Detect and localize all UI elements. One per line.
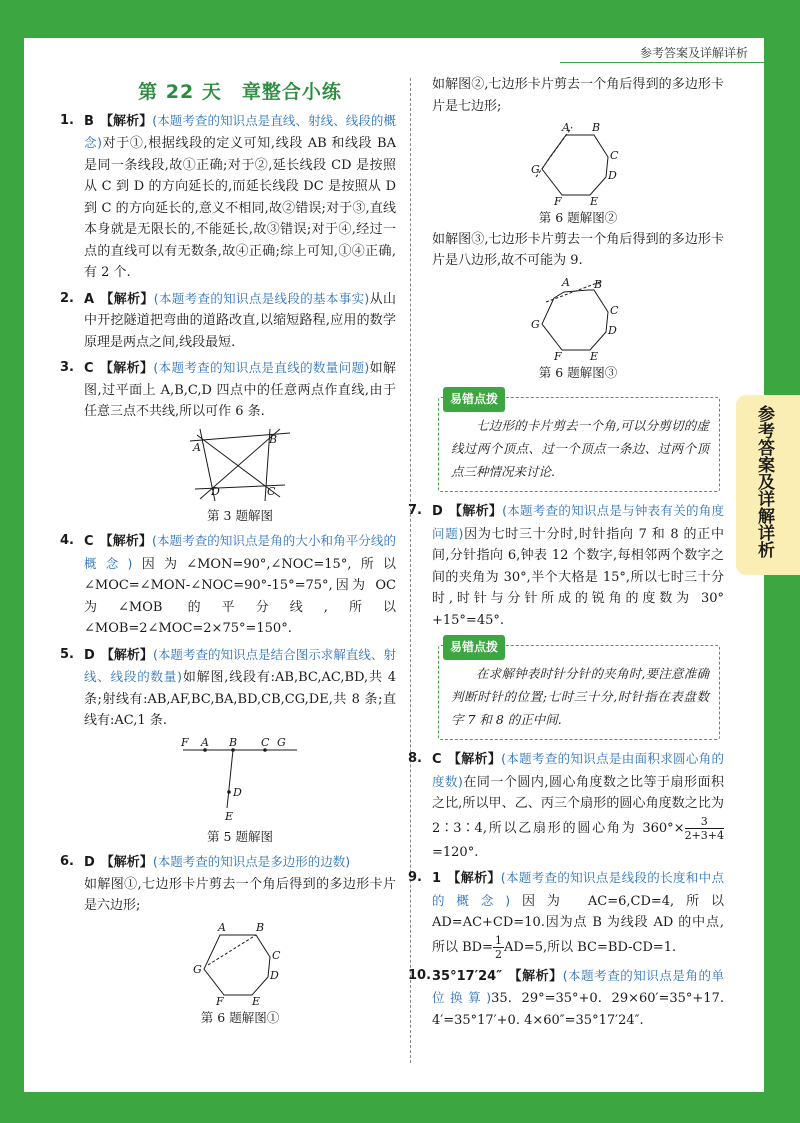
label-d: D (211, 484, 220, 498)
question-4 (60, 530, 396, 640)
question-10 (408, 965, 724, 1032)
question-9 (408, 867, 724, 961)
explanation: 对于①,根据线段的定义可知,线段 AB 和线段 BA 是同一条线段,故①正确;对于②,延长线段 CD 是按照从 C 到 D 的方向延长的,而延长线段 DC 是按照从 D 到 C 的方向延长的,意义不相同,故②错误;对于③,直线本身就是无限长的,不能延长,故③错误;对于④,经过一点的直线可以有无数条,故④正确;综上可知,①④正确,有 2 个. (84, 136, 396, 280)
label-a: A (562, 121, 570, 134)
tip-tag: 易错点拨 (443, 387, 505, 412)
question-number: 9. (408, 870, 422, 885)
explanation-part-2: 如解图②,七边形卡片剪去一个角后得到的多边形卡片是七边形; (432, 77, 724, 114)
question-5 (60, 644, 396, 848)
fraction (493, 934, 504, 961)
analysis-tag: 【解析】 (447, 752, 502, 767)
answer: D (84, 855, 95, 870)
answer: C (84, 361, 94, 376)
figure-caption: 第 6 题解图② (538, 210, 618, 225)
analysis-tag: 【解析】 (447, 871, 501, 886)
analysis-tag: 【解析】 (100, 291, 154, 307)
label-d: D (608, 323, 617, 337)
label-b: B (269, 432, 278, 446)
question-6-continued (432, 74, 724, 383)
knowledge-point: (本题考查的知识点是直线的数量问题) (153, 360, 370, 375)
label-e: E (252, 994, 261, 1005)
label-b: B (592, 121, 601, 134)
explanation: 从山中开挖隧道把弯曲的道路改直,以缩短路程,应用的数学原理是两点之间,线段最短. (84, 291, 396, 350)
question-number: 3. (60, 360, 74, 375)
question-number: 2. (60, 290, 74, 306)
analysis-tag: 【解析】 (99, 534, 152, 549)
tip-text: 在求解钟表时针分针的夹角时,要注意准确判断时针的位置;七时三十分,时针指在表盘数字 7 和 8 的正中间. (451, 666, 709, 727)
answer: 1 (432, 871, 442, 886)
figure-q3 (84, 427, 396, 503)
analysis-tag: 【解析】 (100, 855, 153, 870)
question-number: 6. (60, 854, 74, 869)
right-column (408, 74, 724, 1035)
four-points-diagram (185, 427, 295, 503)
question-2 (60, 288, 396, 354)
label-c: C (261, 735, 270, 749)
label-a: A (193, 440, 201, 454)
label-c: C (272, 948, 281, 962)
question-number: 5. (60, 646, 74, 662)
label-f: F (554, 195, 562, 205)
tip-tag: 易错点拨 (443, 635, 505, 660)
fraction-denominator: 2+3+4 (684, 828, 724, 842)
fraction (685, 815, 724, 842)
explanation-end: AD=5,所以 BC=BD-CD=1. (504, 939, 677, 955)
label-e: E (225, 809, 234, 823)
explanation: 因为∠MON=90°,∠NOC=15°,所以∠MOC=∠MON-∠NOC=90°-15°=75°,因为 OC 为∠MOB 的平分线,所以∠MOB=2∠MOC=2×75°=150°. (84, 556, 396, 636)
knowledge-point: (本题考查的知识点是与钟表有关的角度问题) (432, 503, 724, 541)
figure-caption: 第 5 题解图 (207, 828, 273, 844)
answer: C (432, 752, 442, 767)
answer: 35°17′24″ (432, 968, 503, 984)
knowledge-point: (本题考查的知识点是角的大小和角平分线的概念) (84, 533, 396, 571)
tip-box-2 (438, 640, 720, 740)
label-d: D (270, 968, 279, 982)
question-number: 7. (408, 503, 422, 518)
label-a: A (201, 735, 209, 749)
question-8 (408, 748, 724, 863)
explanation: 在同一个圆内,圆心角度数之比等于扇形面积之比,所以甲、乙、丙三个扇形的圆心角度数之比为 2∶3∶4,所以乙扇形的圆心角为 360°× (432, 774, 724, 836)
label-a: A (218, 920, 226, 934)
answer: B (84, 113, 94, 129)
figure-q6-1 (84, 921, 396, 1005)
label-f: F (216, 994, 224, 1005)
header-title: 参考答案及详解详析 (639, 46, 748, 60)
question-number: 1. (60, 112, 74, 128)
figure-caption: 第 3 题解图 (207, 507, 273, 523)
answer: D (432, 504, 443, 519)
figure-q6-2 (432, 121, 724, 205)
explanation: 如解图,线段有:AB,BC,AC,BD,共 4 条;射线有:AB,AF,BC,BA,BD,CB,CG,DE,共 8 条;直线有:AC,1 条. (84, 670, 396, 728)
fraction-denominator: 2 (495, 947, 503, 961)
explanation: 因为七时三十分时,时针指向 7 和 8 的正中间,分针指向 6,钟表 12 个数字,每相邻两个数字之间的夹角为 30°,半个大格是 15°,所以七时三十分时,时针与分针所成的锐角的度数为 30°+15°=45°. (432, 526, 724, 628)
heptagon-cut-diagram-2 (528, 121, 628, 205)
knowledge-point: (本题考查的知识点是由面积求圆心角的度数) (432, 751, 724, 789)
page-title: 第 22 天 章整合小练 (138, 81, 342, 103)
explanation-end: =120°. (432, 844, 479, 860)
label-g: G (531, 163, 540, 176)
analysis-tag: 【解析】 (100, 647, 153, 663)
label-a: A (562, 275, 570, 289)
question-number: 10. (408, 967, 432, 983)
figure-caption: 第 6 题解图③ (538, 364, 618, 380)
question-6 (60, 851, 396, 1028)
heptagon-cut-diagram-3 (528, 276, 628, 360)
label-b: B (229, 735, 238, 749)
tip-box-1 (438, 392, 720, 492)
knowledge-point: (本题考查的知识点是线段的长度和中点的概念) (432, 870, 724, 908)
figure-q6-3 (432, 276, 724, 360)
label-f: F (554, 349, 562, 360)
question-7 (408, 500, 724, 631)
label-d: D (608, 169, 617, 182)
heptagon-cut-diagram-1 (190, 921, 290, 1005)
label-f: F (181, 735, 189, 749)
knowledge-point: (本题考查的知识点是角的单位换算) (432, 967, 724, 1005)
label-c: C (610, 303, 619, 317)
question-3 (60, 357, 396, 526)
knowledge-point: (本题考查的知识点是多边形的边数) (152, 854, 351, 869)
label-e: E (590, 349, 599, 360)
fraction-numerator: 1 (495, 933, 503, 947)
figure-q5 (84, 736, 396, 824)
header-rule (560, 62, 764, 63)
explanation: 如解图,过平面上 A,B,C,D 四点中的任意两点作直线,由于任意三点不共线,所以可作 6 条. (84, 361, 396, 419)
label-c: C (267, 484, 276, 498)
knowledge-point: (本题考查的知识点是直线、射线、线段的概念) (84, 112, 396, 150)
question-1 (60, 110, 396, 284)
label-d: D (233, 785, 242, 799)
knowledge-point: (本题考查的知识点是结合图示求解直线、射线、线段的数量) (84, 646, 396, 684)
explanation: 35. 29°=35°+0. 29×60′=35°+17. 4′=35°17′+0. 4×60″=35°17′24″. (432, 991, 724, 1028)
label-g: G (193, 962, 202, 976)
answer: D (84, 647, 95, 663)
analysis-tag: 【解析】 (448, 504, 503, 519)
explanation-part-1: 如解图①,七边形卡片剪去一个角后得到的多边形卡片是六边形; (84, 876, 396, 913)
side-tab-label: 参考答案及详解详析 (754, 405, 774, 558)
explanation-part-3: 如解图③,七边形卡片剪去一个角后得到的多边形卡片是八边形,故不可能为 9. (432, 231, 724, 268)
label-c: C (610, 149, 619, 162)
answer: A (84, 291, 95, 307)
label-b: B (256, 920, 265, 934)
knowledge-point: (本题考查的知识点是线段的基本事实) (153, 290, 370, 306)
analysis-tag: 【解析】 (508, 968, 563, 984)
fraction-numerator: 3 (685, 815, 724, 829)
tip-text: 七边形的卡片剪去一个角,可以分剪切的虚线过两个顶点、过一个顶点一条边、过两个顶点三种情况来讨论. (451, 418, 709, 479)
figure-caption: 第 6 题解图① (200, 1009, 280, 1025)
line-ray-diagram (175, 736, 305, 824)
question-number: 4. (60, 533, 74, 548)
label-e: E (590, 195, 599, 205)
question-number: 8. (408, 751, 422, 766)
analysis-tag: 【解析】 (99, 361, 154, 376)
answer: C (84, 534, 94, 549)
analysis-tag: 【解析】 (99, 113, 153, 129)
explanation: 因为 AC=6,CD=4,所以 AD=AC+CD=10.因为点 B 为线段 AD 的中点,所以 BD= (432, 893, 724, 955)
label-b: B (594, 277, 603, 291)
left-column (60, 74, 396, 1032)
label-g: G (277, 735, 286, 749)
column-divider (410, 78, 411, 1063)
label-g: G (531, 317, 540, 331)
